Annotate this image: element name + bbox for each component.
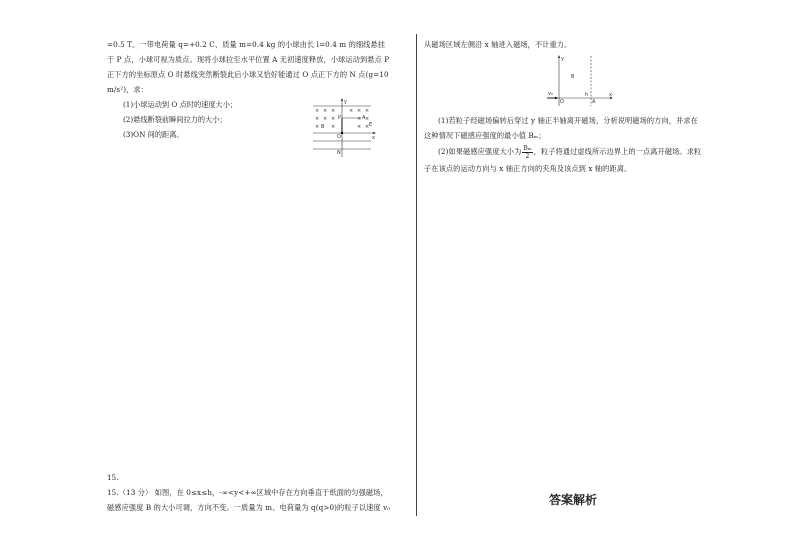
svg-text:×: × [315,124,320,130]
svg-text:×: × [315,108,320,114]
fig1-label-y: y [344,99,347,105]
fraction-denominator: 2 [525,152,530,160]
pendulum-field-figure [309,97,379,159]
fig1-label-B: B [321,124,325,130]
problem-intro-line: 正下方的坐标原点 O 时悬线突然断裂此后小球又恰好能通过 O 点正下方的 N 点(g=10 [107,70,389,79]
question-15-2-pre: (2)如果磁感应强度大小为 [438,147,522,156]
fraction-numerator: Bₘ [523,144,532,152]
svg-text:×: × [331,124,336,130]
svg-text:×: × [331,108,336,114]
problem-15-block [107,470,407,515]
problem-15-line: 15.（13 分） 如图，在 0≤x≤h，-∞<y<+∞区域中存在方向垂直于纸面的匀强磁场， [107,488,388,497]
fig1-label-N: N [337,150,341,156]
problem-intro-line: =0.5 T。一带电荷量 q=+0.2 C、质量 m=0.4 kg 的小球由长 l=0.4 m 的细线悬挂 [107,40,386,49]
column-divider [416,34,417,516]
problem-15-continuation: 从磁场区域左侧沿 x 轴进入磁场，不计重力。 [424,40,572,49]
fig2-label-A: A [592,99,596,105]
problem-15-questions [424,113,724,176]
svg-text:×: × [331,116,336,122]
svg-text:×: × [365,108,370,114]
question-15-2-post: ，粒子将通过虚线所示边界上的一点离开磁场。求粒 [533,147,702,156]
question-3: (3)ON 间的距离。 [123,130,184,139]
question-15-2-line [424,143,724,161]
fig2-label-O: O [560,99,564,105]
svg-text:×: × [365,124,370,130]
svg-text:×: × [315,116,320,122]
fig1-label-P: P [338,115,342,121]
answer-section-title: 答案解析 [549,493,598,507]
svg-text:×: × [323,108,328,114]
problem-intro-line: m/s²)，求： [107,85,148,94]
fig1-label-E: E [369,122,373,128]
fig2-label-B: B [571,74,575,80]
svg-text:×: × [323,116,328,122]
svg-text:×: × [357,124,362,130]
magnetic-region-figure [545,54,617,110]
fig2-label-h: h [585,92,589,98]
fig2-label-y: y [561,56,564,62]
question-15-1-line: (1)若粒子经磁场偏转后穿过 y 轴正半轴离开磁场，分析说明磁场的方向，并求在 [438,116,698,125]
fig1-label-A: A [362,115,366,121]
fig2-label-v0: v₀ [548,91,553,97]
right-column [424,37,724,52]
fig1-label-x: x [372,135,375,141]
problem-intro-line: 于 P 点，小球可视为质点。现将小球拉至水平位置 A 无初速度释放，小球运动到悬点 P [107,55,390,64]
svg-text:×: × [349,108,354,114]
svg-text:×: × [357,108,362,114]
question-15-1-line: 这种情况下磁感应强度的最小值 Bₘ； [424,131,546,140]
fig2-label-x: x [609,92,612,98]
question-2: (2)悬线断裂前瞬间拉力的大小； [123,115,227,124]
fig1-label-O: O [337,134,341,140]
svg-text:×: × [357,116,362,122]
fraction [522,145,532,160]
svg-text:×: × [365,116,370,122]
problem-15-line: 磁感应强度 B 的大小可调，方向不变。一质量为 m、电荷量为 q(q>0)的粒子以速度 v₀ [107,503,391,512]
question-1: (1)小球运动到 O 点时的速度大小； [123,100,238,109]
question-15-2-line: 子在该点的运动方向与 x 轴正方向的夹角及该点到 x 轴的距离。 [424,164,632,173]
problem-15-number: 15. [107,473,119,482]
